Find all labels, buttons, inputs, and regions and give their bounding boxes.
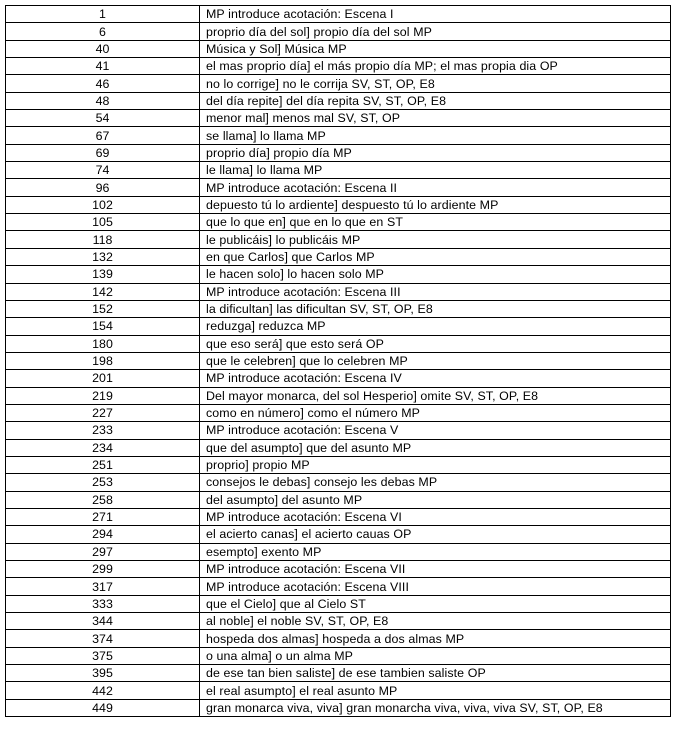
line-number-cell: 48	[6, 92, 200, 109]
variant-note-cell: al noble] el noble SV, ST, OP, E8	[200, 613, 671, 630]
table-row	[6, 526, 671, 543]
variant-note-cell: le llama] lo llama MP	[200, 162, 671, 179]
table-row	[6, 162, 671, 179]
line-number-cell: 253	[6, 474, 200, 491]
table-row	[6, 318, 671, 335]
line-number-cell: 46	[6, 75, 200, 92]
table-row	[6, 561, 671, 578]
variant-note-cell: hospeda dos almas] hospeda a dos almas MP	[200, 630, 671, 647]
table-row	[6, 300, 671, 317]
table-row	[6, 630, 671, 647]
line-number-cell: 233	[6, 422, 200, 439]
variant-note-cell: del asumpto] del asunto MP	[200, 491, 671, 508]
table-row	[6, 665, 671, 682]
table-row	[6, 613, 671, 630]
table-row	[6, 75, 671, 92]
variant-note-cell: como en número] como el número MP	[200, 404, 671, 421]
table-row	[6, 248, 671, 265]
line-number-cell: 449	[6, 699, 200, 716]
table-row	[6, 40, 671, 57]
table-row	[6, 110, 671, 127]
table-row	[6, 370, 671, 387]
table-row	[6, 23, 671, 40]
variant-note-cell: MP introduce acotación: Escena I	[200, 6, 671, 23]
table-row	[6, 404, 671, 421]
line-number-cell: 442	[6, 682, 200, 699]
table-row	[6, 127, 671, 144]
variant-note-cell: el mas proprio día] el más propio día MP; el mas propia dia OP	[200, 58, 671, 75]
line-number-cell: 154	[6, 318, 200, 335]
line-number-cell: 258	[6, 491, 200, 508]
variant-note-cell: o una alma] o un alma MP	[200, 647, 671, 664]
table-row	[6, 6, 671, 23]
line-number-cell: 299	[6, 561, 200, 578]
table-row	[6, 647, 671, 664]
line-number-cell: 374	[6, 630, 200, 647]
variant-note-cell: de ese tan bien saliste] de ese tambien saliste OP	[200, 665, 671, 682]
table-row	[6, 335, 671, 352]
table-row	[6, 595, 671, 612]
table-row	[6, 422, 671, 439]
table-row	[6, 474, 671, 491]
table-row	[6, 352, 671, 369]
line-number-cell: 317	[6, 578, 200, 595]
variant-note-cell: depuesto tú lo ardiente] despuesto tú lo ardiente MP	[200, 196, 671, 213]
variant-note-cell: no lo corrige] no le corrija SV, ST, OP, E8	[200, 75, 671, 92]
line-number-cell: 54	[6, 110, 200, 127]
table-row	[6, 283, 671, 300]
variant-note-cell: que lo que en] que en lo que en ST	[200, 214, 671, 231]
line-number-cell: 152	[6, 300, 200, 317]
line-number-cell: 67	[6, 127, 200, 144]
variant-note-cell: proprio] propio MP	[200, 456, 671, 473]
variant-note-cell: le hacen solo] lo hacen solo MP	[200, 266, 671, 283]
variant-note-cell: Del mayor monarca, del sol Hesperio] omite SV, ST, OP, E8	[200, 387, 671, 404]
variant-note-cell: MP introduce acotación: Escena II	[200, 179, 671, 196]
table-row	[6, 439, 671, 456]
line-number-cell: 6	[6, 23, 200, 40]
line-number-cell: 201	[6, 370, 200, 387]
line-number-cell: 41	[6, 58, 200, 75]
variant-note-cell: que eso será] que esto será OP	[200, 335, 671, 352]
line-number-cell: 105	[6, 214, 200, 231]
variant-note-cell: MP introduce acotación: Escena VI	[200, 508, 671, 525]
line-number-cell: 40	[6, 40, 200, 57]
line-number-cell: 234	[6, 439, 200, 456]
table-row	[6, 508, 671, 525]
variant-note-cell: MP introduce acotación: Escena V	[200, 422, 671, 439]
line-number-cell: 251	[6, 456, 200, 473]
line-number-cell: 96	[6, 179, 200, 196]
variant-note-cell: reduzga] reduzca MP	[200, 318, 671, 335]
variant-note-cell: consejos le debas] consejo les debas MP	[200, 474, 671, 491]
table-row	[6, 92, 671, 109]
line-number-cell: 333	[6, 595, 200, 612]
table-row	[6, 682, 671, 699]
variant-note-cell: el real asumpto] el real asunto MP	[200, 682, 671, 699]
table-row	[6, 387, 671, 404]
line-number-cell: 198	[6, 352, 200, 369]
line-number-cell: 271	[6, 508, 200, 525]
variant-note-cell: MP introduce acotación: Escena VIII	[200, 578, 671, 595]
variant-note-cell: del día repite] del día repita SV, ST, OP, E8	[200, 92, 671, 109]
line-number-cell: 227	[6, 404, 200, 421]
variant-note-cell: se llama] lo llama MP	[200, 127, 671, 144]
line-number-cell: 139	[6, 266, 200, 283]
table-row	[6, 456, 671, 473]
line-number-cell: 297	[6, 543, 200, 560]
line-number-cell: 375	[6, 647, 200, 664]
variant-note-cell: gran monarca viva, viva] gran monarcha viva, viva, viva SV, ST, OP, E8	[200, 699, 671, 716]
line-number-cell: 1	[6, 6, 200, 23]
table-row	[6, 144, 671, 161]
line-number-cell: 74	[6, 162, 200, 179]
variant-note-cell: menor mal] menos mal SV, ST, OP	[200, 110, 671, 127]
line-number-cell: 294	[6, 526, 200, 543]
line-number-cell: 132	[6, 248, 200, 265]
variant-note-cell: Música y Sol] Música MP	[200, 40, 671, 57]
variant-note-cell: que el Cielo] que al Cielo ST	[200, 595, 671, 612]
table-row	[6, 266, 671, 283]
line-number-cell: 118	[6, 231, 200, 248]
line-number-cell: 219	[6, 387, 200, 404]
variant-note-cell: MP introduce acotación: Escena IV	[200, 370, 671, 387]
line-number-cell: 344	[6, 613, 200, 630]
table-row	[6, 578, 671, 595]
variant-note-cell: la dificultan] las dificultan SV, ST, OP, E8	[200, 300, 671, 317]
variants-table	[5, 5, 671, 717]
variant-note-cell: MP introduce acotación: Escena III	[200, 283, 671, 300]
variant-note-cell: que del asumpto] que del asunto MP	[200, 439, 671, 456]
variant-note-cell: el acierto canas] el acierto cauas OP	[200, 526, 671, 543]
table-row	[6, 543, 671, 560]
variant-note-cell: proprio día del sol] propio día del sol MP	[200, 23, 671, 40]
line-number-cell: 180	[6, 335, 200, 352]
table-row	[6, 196, 671, 213]
line-number-cell: 395	[6, 665, 200, 682]
variant-note-cell: esempto] exento MP	[200, 543, 671, 560]
variant-note-cell: en que Carlos] que Carlos MP	[200, 248, 671, 265]
variant-note-cell: que le celebren] que lo celebren MP	[200, 352, 671, 369]
variants-table-body	[6, 6, 671, 717]
variant-note-cell: MP introduce acotación: Escena VII	[200, 561, 671, 578]
table-row	[6, 231, 671, 248]
line-number-cell: 142	[6, 283, 200, 300]
line-number-cell: 102	[6, 196, 200, 213]
table-row	[6, 699, 671, 716]
table-row	[6, 179, 671, 196]
table-row	[6, 58, 671, 75]
table-row	[6, 214, 671, 231]
variant-note-cell: proprio día] propio día MP	[200, 144, 671, 161]
variant-note-cell: le publicáis] lo publicáis MP	[200, 231, 671, 248]
line-number-cell: 69	[6, 144, 200, 161]
table-row	[6, 491, 671, 508]
